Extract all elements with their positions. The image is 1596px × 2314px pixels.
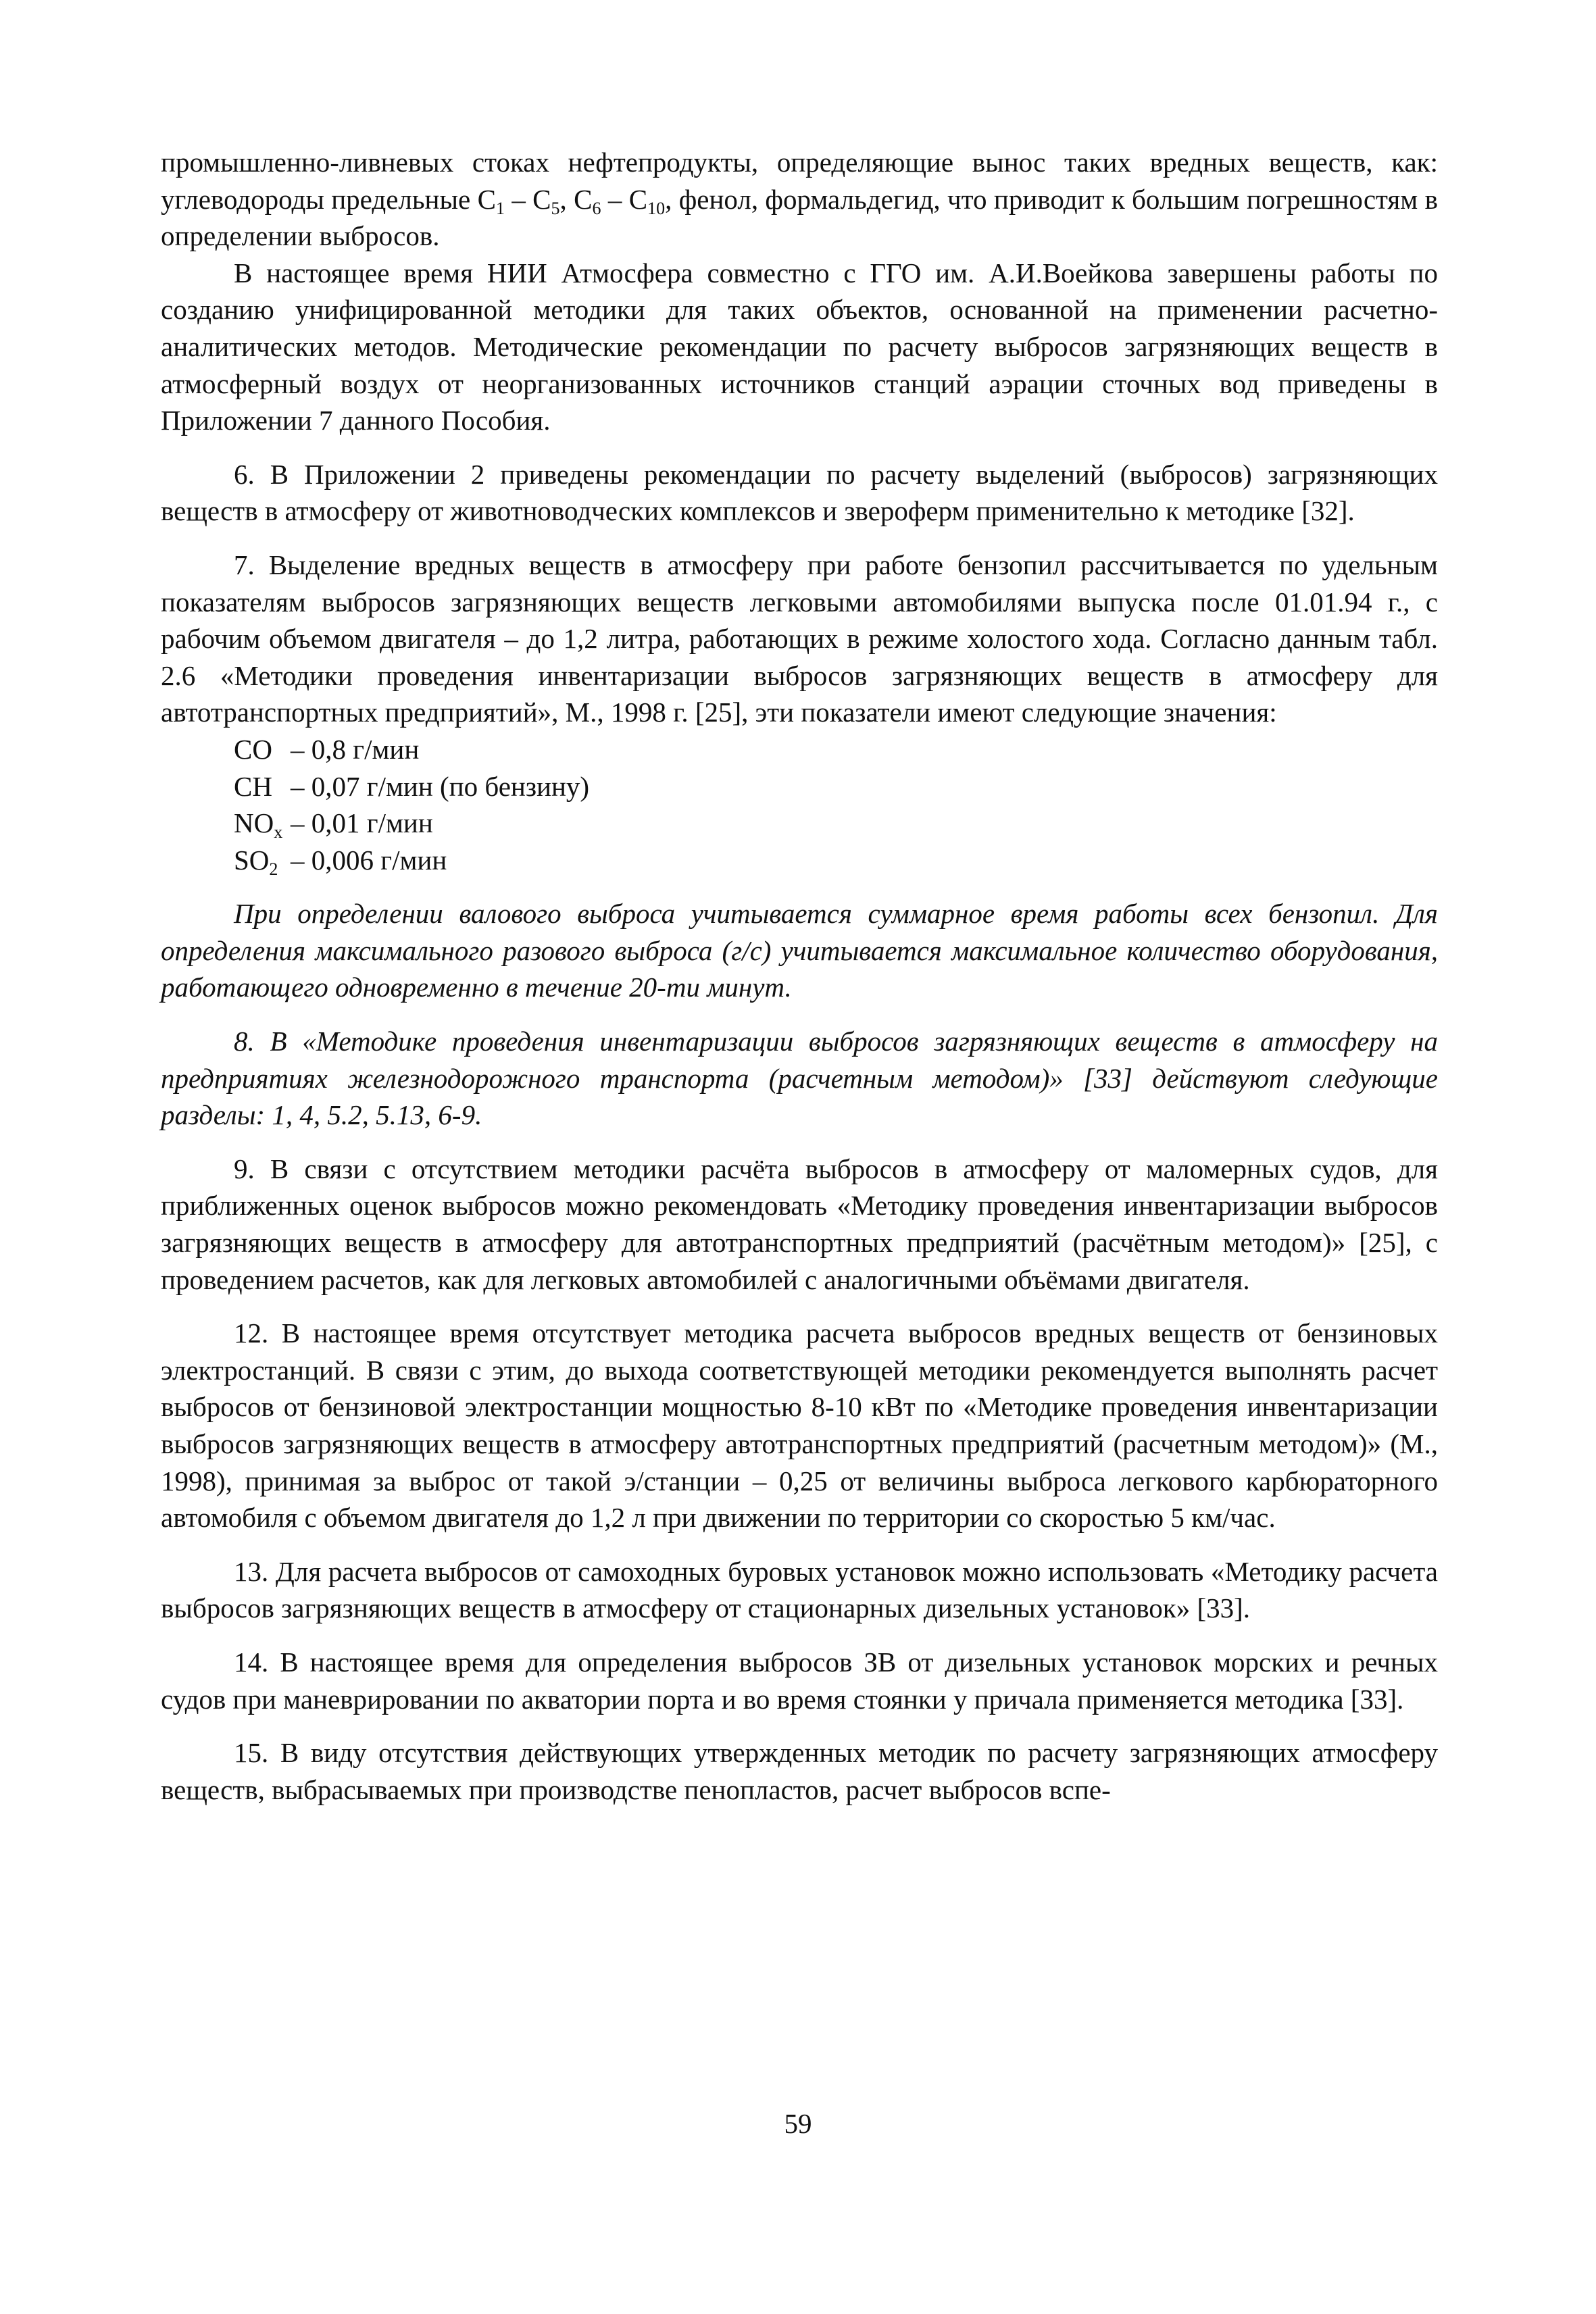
emission-value: 0,8 г/мин bbox=[311, 733, 420, 765]
paragraph-14: 14. В настоящее время для определения выбросов ЗВ от дизельных установок морских и речных судов при маневрировании по акватории порта и во время стоянки у причала применяется методика [33]. bbox=[161, 1646, 1438, 1715]
emission-row: $NO_x - 0,01$ г/мин bbox=[234, 805, 1438, 842]
emission-name: $SO_2$ bbox=[234, 844, 278, 879]
paragraph-continuation: промышленно-ливневых стоках нефтепродукты, определяющие вынос таких вредных веществ, как: углеводороды предельные $С_1 - С_5$, $С_6 - С_{10}$, фенол, формальдегид, что приводит к большим погрешностям в определении выбросов. bbox=[161, 147, 1438, 252]
emission-value: 0,07 г/мин (по бензину) bbox=[311, 770, 590, 802]
emission-name: $NO_x$ bbox=[234, 807, 283, 842]
emission-row: CO – 0,8 г/мин bbox=[234, 731, 1438, 768]
paragraph-7: 7. Выделение вредных веществ в атмосферу при работе бензопил рассчитывается по удельным показателям выбросов загрязняющих веществ легковыми автомобилями выпуска после 01.01.94 г., с рабочим объемом двигателя – до 1,2 литра, работающих в режиме холостого хода. Согласно данным табл. 2.6 «Методики проведения инвентаризации выбросов загрязняющих веществ в атмосферу для автотранспортных предприятий», М., 1998 г. [25], эти показатели имеют следующие значения: bbox=[161, 549, 1438, 728]
paragraph-15: 15. В виду отсутствия действующих утвержденных методик по расчету загрязняющих атмосферу веществ, выбрасываемых при производстве пенопластов, расчет выбросов вспе- bbox=[161, 1737, 1438, 1805]
emission-value: 0,006 г/мин bbox=[311, 844, 447, 876]
paragraph-13: 13. Для расчета выбросов от самоходных буровых установок можно использовать «Методику расчета выбросов загрязняющих веществ в атмосферу от стационарных дизельных установок» [33]. bbox=[161, 1555, 1438, 1624]
emission-name: CH bbox=[234, 770, 272, 802]
paragraph-8: 8. В «Методике проведения инвентаризации выбросов загрязняющих веществ в атмосферу на предприятиях железнодорожного транспорта (расчетным методом)» [33] действуют следующие разделы: 1, 4, 5.2, 5.13, 6-9. bbox=[161, 1026, 1438, 1131]
emission-name: CO bbox=[234, 733, 272, 765]
paragraph-12: 12. В настоящее время отсутствует методика расчета выбросов вредных веществ от бензиновых электростанций. В связи с этим, до выхода соответствующей методики рекомендуется выполнять расчет выбросов от бензиновой электростанции мощностью 8-10 кВт по «Методике проведения инвентаризации выбросов загрязняющих веществ в атмосферу автотранспортных предприятий (расчетным методом)» (М., 1998), принимая за выброс от такой э/станции – 0,25 от величины выброса легкового карбюраторного автомобиля с объемом двигателя до 1,2 л при движении по территории со скоростью 5 км/час. bbox=[161, 1317, 1438, 1534]
document-page bbox=[161, 144, 1438, 1808]
emission-values-list bbox=[161, 731, 1438, 878]
emission-row: CH – 0,07 г/мин (по бензину) bbox=[234, 768, 1438, 805]
emission-value: 0,01 г/мин bbox=[311, 807, 433, 839]
paragraph-nii-atmosfera: В настоящее время НИИ Атмосфера совместно с ГГО им. А.И.Воейкова завершены работы по созданию унифицированной методики для таких объектов, основанной на применении расчетно-аналитических методов. Методические рекомендации по расчету выбросов загрязняющих веществ в атмосферный воздух от неорганизованных источников станций аэрации сточных вод приведены в Приложении 7 данного Пособия. bbox=[161, 257, 1438, 436]
paragraph-9: 9. В связи с отсутствием методики расчёта выбросов в атмосферу от маломерных судов, для приближенных оценок выбросов можно рекомендовать «Методику проведения инвентаризации выбросов загрязняющих веществ в атмосферу для автотранспортных предприятий (расчётным методом)» [25], с проведением расчетов, как для легковых автомобилей с аналогичными объёмами двигателя. bbox=[161, 1153, 1438, 1295]
page-number: 59 bbox=[784, 2108, 812, 2139]
emission-row: $SO_2 - 0,006$ г/мин bbox=[234, 842, 1438, 879]
paragraph-7-note: При определении валового выброса учитывается суммарное время работы всех бензопил. Для определения максимального разового выброса (г/с) учитывается максимальное количество оборудования, работающего одновременно в течение 20-ти минут. bbox=[161, 898, 1438, 1003]
paragraph-6: 6. В Приложении 2 приведены рекомендации по расчету выделений (выбросов) загрязняющих веществ в атмосферу от животноводческих комплексов и звероферм применительно к методике [32]. bbox=[161, 458, 1438, 527]
